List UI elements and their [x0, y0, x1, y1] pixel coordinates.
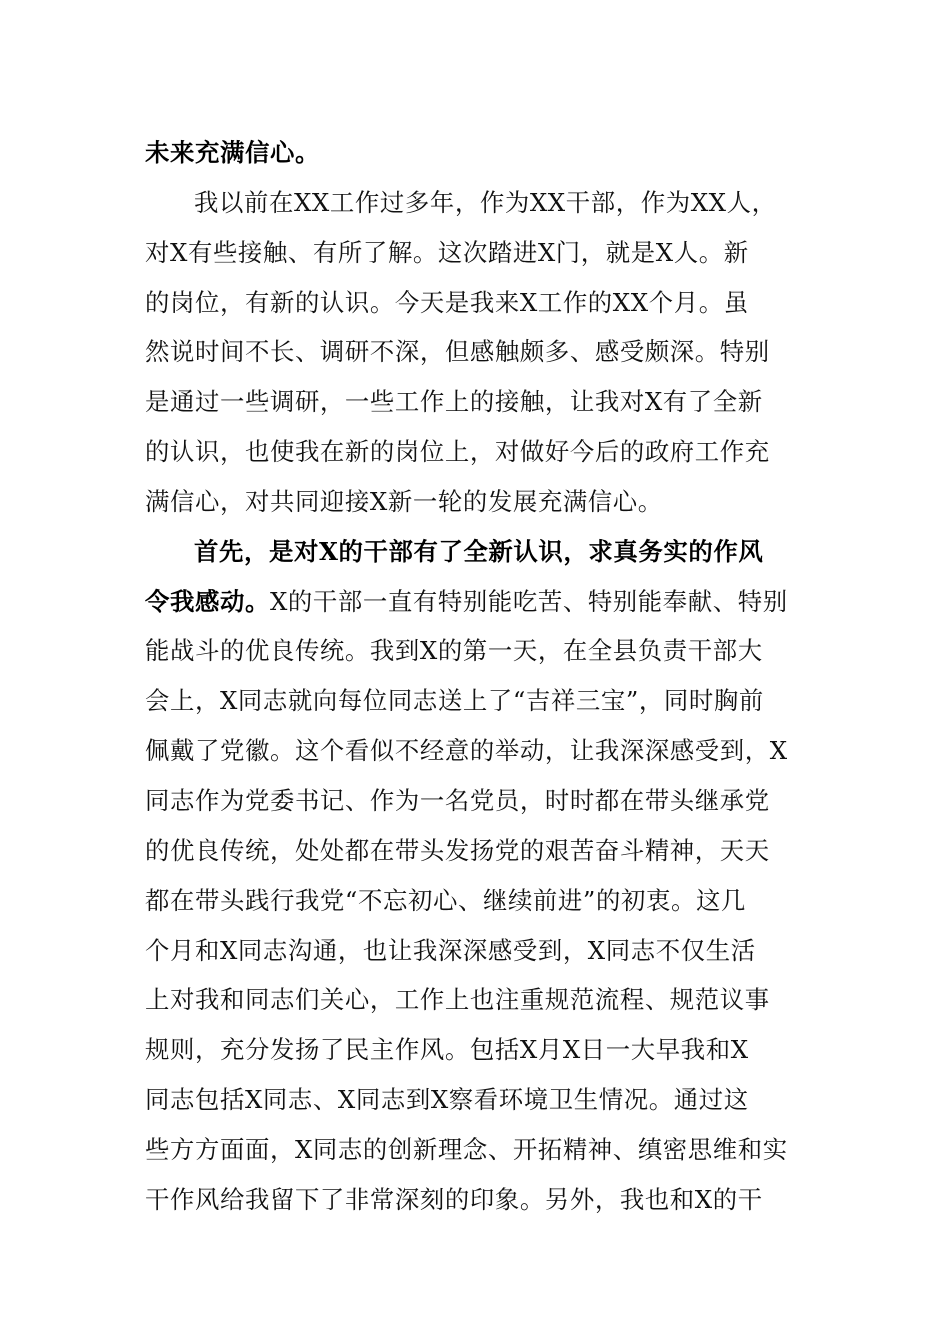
text-line: 佩戴了党徽。这个看似不经意的举动，让我深深感受到，X: [145, 736, 788, 766]
heading-tail: 令我感动。: [145, 586, 270, 616]
mixed-text-line: [145, 577, 815, 627]
text-line: 些方方面面，X同志的创新理念、开拓精神、缜密思维和实: [145, 1134, 788, 1164]
text-line: 个月和X同志沟通，也让我深深感受到，X同志不仅生活: [145, 935, 756, 965]
text-line: 然说时间不长、调研不深，但感触颇多、感受颇深。特别: [145, 337, 770, 367]
text-line: 同志作为党委书记、作为一名党员，时时都在带头继承党: [145, 785, 770, 815]
text-line: 上对我和同志们关心，工作上也注重规范流程、规范议事: [145, 985, 770, 1015]
paragraph-start-line: 我以前在XX工作过多年，作为XX干部，作为XX人，: [194, 187, 777, 217]
body-text: [145, 128, 815, 1225]
text-line: 规则，充分发扬了民主作风。包括X月X日一大早我和X: [145, 1035, 749, 1065]
text-line: 同志包括X同志、X同志到X察看环境卫生情况。通过这: [145, 1085, 749, 1115]
text-line: 未来充满信心。: [145, 138, 320, 167]
text-line: 对X有些接触、有所了解。这次踏进X门，就是X人。新: [145, 237, 749, 267]
text-line: 是通过一些调研，一些工作上的接触，让我对X有了全新: [145, 387, 763, 417]
text-line: 满信心，对共同迎接X新一轮的发展充满信心。: [145, 486, 663, 516]
text-continuation: X的干部一直有特别能吃苦、特别能奉献、特别: [269, 586, 788, 616]
text-line: 的岗位，有新的认识。今天是我来X工作的XX个月。虽: [145, 287, 749, 317]
paragraph-heading-line: 首先，是对X的干部有了全新认识，求真务实的作风: [194, 536, 764, 566]
text-line: 的优良传统，处处都在带头发扬党的艰苦奋斗精神，天天: [145, 835, 770, 865]
text-line: 干作风给我留下了非常深刻的印象。另外，我也和X的干: [145, 1184, 763, 1214]
text-line: 能战斗的优良传统。我到X的第一天，在全县负责干部大: [145, 636, 763, 666]
text-line: 都在带头践行我党“不忘初心、继续前进”的初衷。这几: [145, 885, 746, 915]
text-line: 会上，X同志就向每位同志送上了“吉祥三宝”，同时胸前: [145, 686, 764, 716]
text-line: 的认识，也使我在新的岗位上，对做好今后的政府工作充: [145, 437, 770, 467]
